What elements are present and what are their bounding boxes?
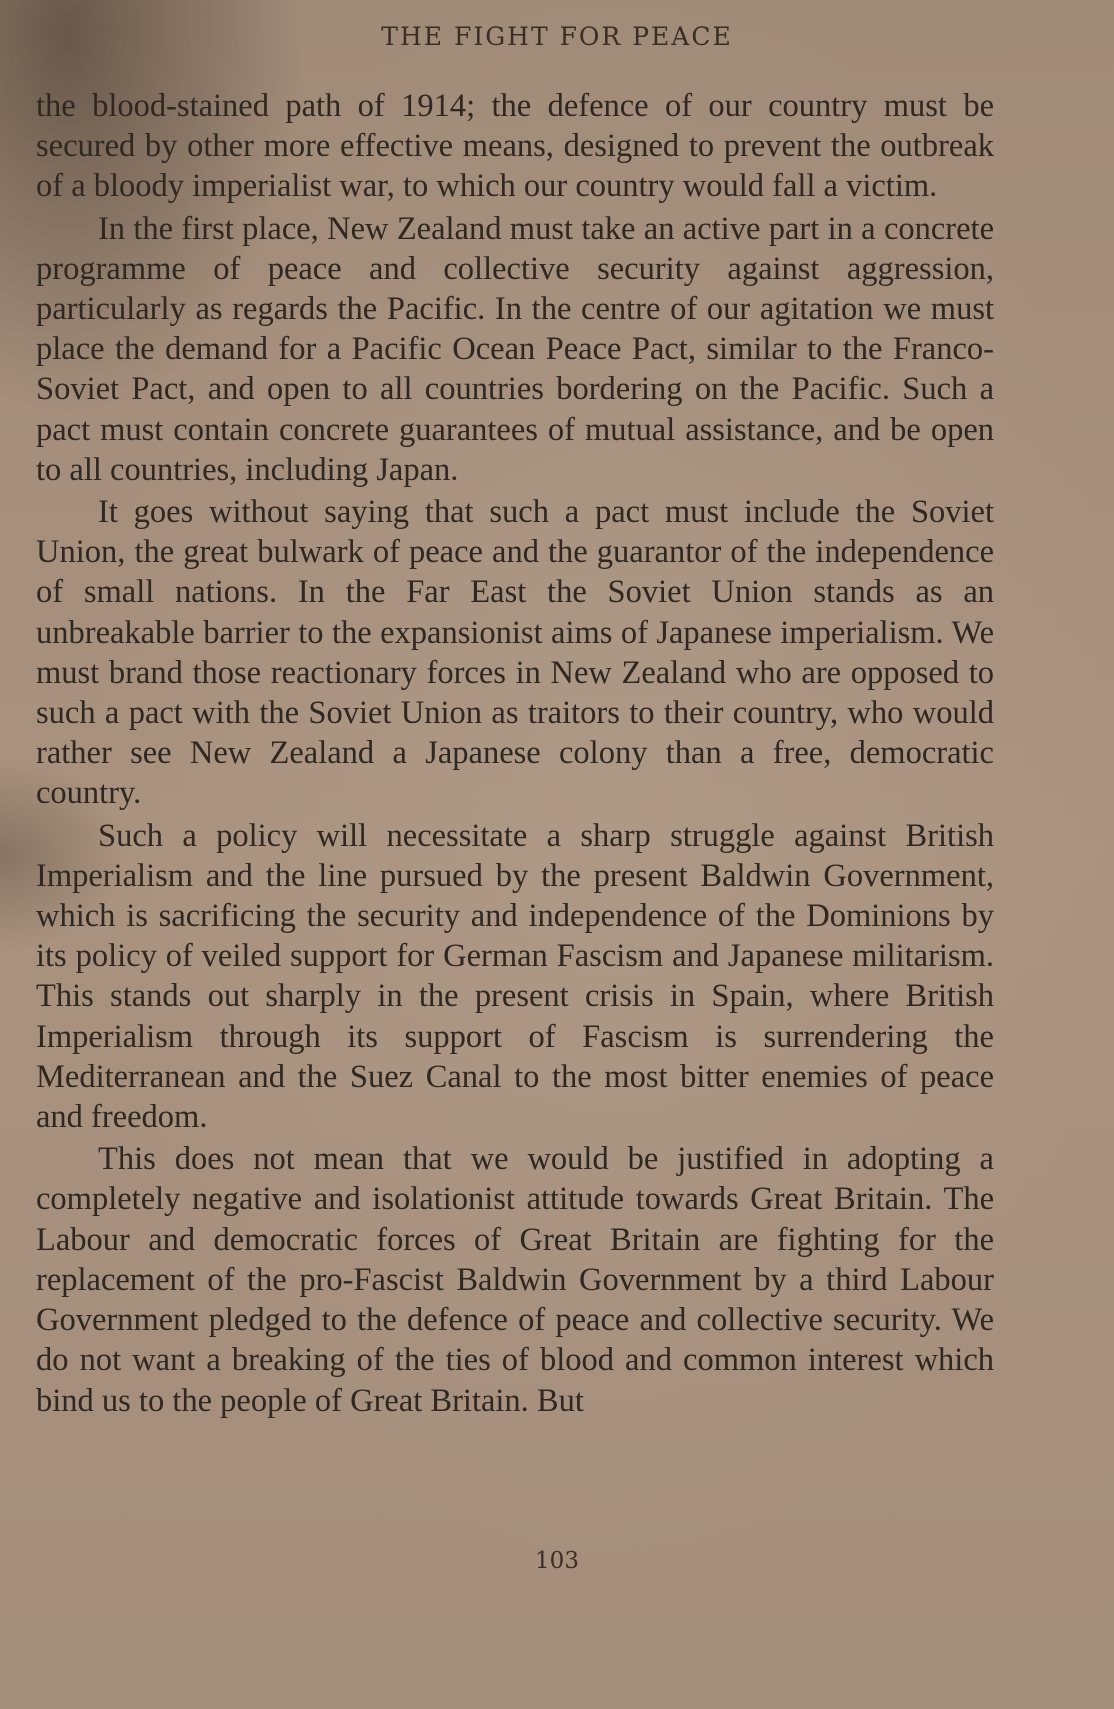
paragraph-great-britain: This does not mean that we would be justified in adopting a completely negative and isolationist attitude towards Great Britain. The Labour and democratic forces of Great Britain are fighting for the replacement of the pro-Fascist Baldwin Government by a third Labour Government pledged to the defence of peace and collective security. We do not want a breaking of the ties of blood and common interest which bind us to the people of Great Britain. But	[36, 1141, 994, 1419]
paragraph-continuation: the blood-stained path of 1914; the defence of our country must be secured by other more effective means, designed to prevent the outbreak of a bloody imperialist war, to which our country would fall a victim.	[36, 88, 994, 205]
page-number: 103	[535, 1548, 579, 1574]
paragraph-british-imperialism: Such a policy will necessitate a sharp struggle against British Imperialism and the line pursued by the present Baldwin Government, which is sacrificing the security and independence of the Dominions by its policy of veiled support for German Fascism and Japanese militarism. This stands out sharply in the present crisis in Spain, where British Imperialism through its support of Fascism is surrendering the Mediterranean and the Suez Canal to the most bitter enemies of peace and freedom.	[36, 817, 994, 1136]
paragraph-pacific-pact: In the first place, New Zealand must take an active part in a concrete programme of peace and collective security against aggression, particularly as regards the Pacific. In the centre of our agitation we must place the demand for a Pacific Ocean Peace Pact, similar to the Franco-Soviet Pact, and open to all countries bordering on the Pacific. Such a pact must contain concrete guarantees of mutual assistance, and be open to all countries, including Japan.	[36, 210, 994, 488]
paragraph-soviet-union: It goes without saying that such a pact must include the Soviet Union, the great bulwark of peace and the guarantor of the independence of small nations. In the Far East the Soviet Union stands as an unbreakable barrier to the expansionist aims of Japanese imperialism. We must brand those reactionary forces in New Zealand who are opposed to such a pact with the Soviet Union as traitors to their country, who would rather see New Zealand a Japanese colony than a free, democratic country.	[36, 494, 994, 812]
body-text	[36, 86, 994, 1421]
running-head: THE FIGHT FOR PEACE	[381, 22, 733, 51]
